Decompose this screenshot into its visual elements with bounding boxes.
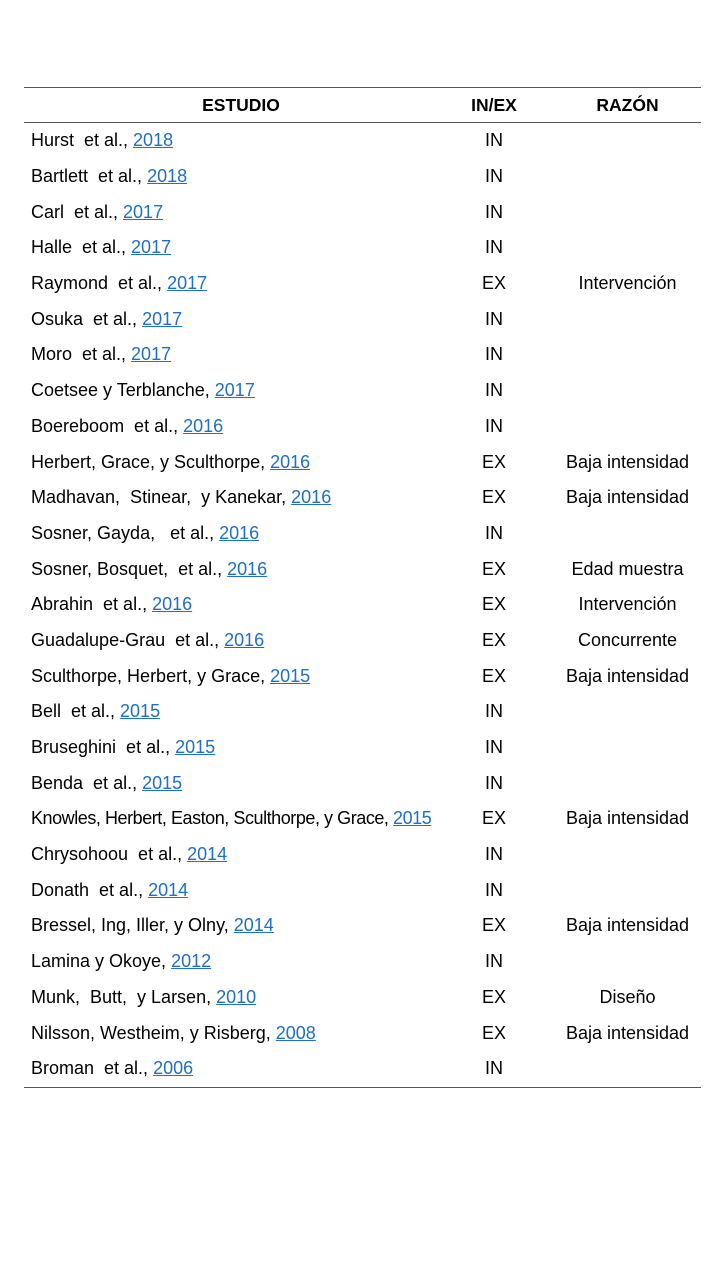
table-row [24,1051,701,1087]
study-year-link[interactable]: 2017 [214,380,255,401]
study-cell [24,694,434,730]
study-cell [24,373,434,409]
table-row [24,337,701,373]
reason-cell [554,1051,701,1087]
inex-cell: EX [481,487,506,508]
study-cell [24,301,434,337]
study-year-link[interactable]: 2016 [219,522,260,543]
study-cell [24,480,434,516]
reason-cell [554,944,701,980]
table-header [24,88,701,123]
inex-cell: IN [485,308,503,329]
study-year-link[interactable]: 2012 [171,951,212,972]
study-cell [24,587,434,623]
inex-cell: IN [485,522,503,543]
reason-cell [554,409,701,445]
study-cell [24,1051,434,1087]
study-authors: Benda et al., [31,772,143,793]
study-authors: Broman et al., [31,1058,154,1079]
table-row [24,123,701,159]
inex-cell: IN [485,166,503,187]
studies-table-container [24,87,701,1088]
reason-cell: Intervención [578,594,677,615]
inex-cell: EX [481,629,506,650]
reason-cell: Concurrente [577,629,678,650]
study-year-link[interactable]: 2006 [153,1058,194,1079]
inex-cell: IN [485,844,503,865]
header-row [24,88,701,123]
table-row [24,944,701,980]
inex-cell: IN [485,1058,503,1079]
study-cell [24,730,434,766]
reason-cell [554,301,701,337]
table-row [24,551,701,587]
study-cell [24,944,434,980]
study-year-link[interactable]: 2014 [187,844,228,865]
inex-cell: IN [485,130,503,151]
study-year-link[interactable]: 2018 [133,130,174,151]
reason-cell: Baja intensidad [565,808,690,829]
header-inex: IN/EX [471,94,517,115]
inex-cell: IN [485,415,503,436]
studies-table [24,87,701,1088]
table-row [24,409,701,445]
study-year-link[interactable]: 2015 [142,772,183,793]
study-year-link[interactable]: 2018 [147,166,188,187]
table-row [24,623,701,659]
reason-cell [554,837,701,873]
table-row [24,837,701,873]
study-cell [24,266,434,302]
inex-cell: IN [485,879,503,900]
inex-cell: EX [481,451,506,472]
reason-cell [554,373,701,409]
table-row [24,765,701,801]
inex-cell: IN [485,951,503,972]
study-year-link[interactable]: 2017 [142,308,183,329]
study-year-link[interactable]: 2015 [120,701,161,722]
table-row [24,908,701,944]
study-year-link[interactable]: 2014 [148,879,189,900]
study-year-link[interactable]: 2017 [131,237,172,258]
study-year-link[interactable]: 2015 [270,665,311,686]
study-authors: Hurst et al., [31,130,134,151]
study-year-link[interactable]: 2016 [227,558,268,579]
study-authors: Madhavan, Stinear, y Kanekar, [31,487,292,508]
study-authors: Chrysohoou et al., [31,844,188,865]
study-authors: Guadalupe-Grau et al., [31,629,225,650]
reason-cell [554,765,701,801]
study-cell [24,230,434,266]
inex-cell: EX [481,915,506,936]
study-cell [24,980,434,1016]
study-authors: Sosner, Bosquet, et al., [31,558,228,579]
study-cell [24,337,434,373]
study-authors: Knowles, Herbert, Easton, Sculthorpe, y Grace, [31,808,394,829]
header-study: ESTUDIO [202,94,280,115]
study-cell [24,908,434,944]
table-row [24,872,701,908]
study-authors: Lamina y Okoye, [31,951,172,972]
inex-cell: IN [485,701,503,722]
reason-cell [554,230,701,266]
reason-cell [554,337,701,373]
inex-cell: EX [481,594,506,615]
table-row [24,194,701,230]
table-row [24,516,701,552]
reason-cell: Diseño [599,986,656,1007]
study-authors: Boereboom et al., [31,415,184,436]
table-row [24,587,701,623]
inex-cell: IN [485,201,503,222]
inex-cell: EX [481,1022,506,1043]
study-cell [24,872,434,908]
study-cell [24,123,434,159]
study-year-link[interactable]: 2016 [152,594,193,615]
study-authors: Sculthorpe, Herbert, y Grace, [31,665,271,686]
study-authors: Bruseghini et al., [31,737,176,758]
study-authors: Carl et al., [31,201,124,222]
inex-cell: IN [485,737,503,758]
study-authors: Munk, Butt, y Larsen, [31,986,217,1007]
inex-cell: EX [481,986,506,1007]
reason-cell: Baja intensidad [565,915,690,936]
reason-cell: Baja intensidad [565,451,690,472]
inex-cell: IN [485,772,503,793]
header-reason: RAZÓN [596,94,659,115]
reason-cell [554,194,701,230]
table-row [24,980,701,1016]
study-year-link[interactable]: 2010 [216,986,257,1007]
inex-cell: EX [481,665,506,686]
table-row [24,266,701,302]
table-body [24,123,701,1088]
study-year-link[interactable]: 2017 [123,201,164,222]
table-row [24,694,701,730]
study-year-link[interactable]: 2016 [183,415,224,436]
table-row [24,801,701,837]
reason-cell [554,516,701,552]
study-authors: Sosner, Gayda, et al., [31,522,220,543]
study-cell [24,658,434,694]
table-row [24,230,701,266]
study-year-link[interactable]: 2016 [224,629,265,650]
study-year-link[interactable]: 2017 [131,344,172,365]
reason-cell [554,694,701,730]
study-authors: Bressel, Ing, Iller, y Olny, [31,915,234,936]
table-row [24,730,701,766]
study-cell [24,551,434,587]
study-year-link[interactable]: 2016 [270,451,311,472]
reason-cell: Edad muestra [571,558,684,579]
table-row [24,159,701,195]
table-row [24,480,701,516]
reason-cell [554,159,701,195]
reason-cell: Baja intensidad [565,1022,690,1043]
study-authors: Nilsson, Westheim, y Risberg, [31,1022,276,1043]
study-authors: Halle et al., [31,237,132,258]
study-year-link[interactable]: 2015 [393,808,432,829]
study-cell [24,516,434,552]
study-authors: Moro et al., [31,344,132,365]
table-row [24,658,701,694]
study-year-link[interactable]: 2017 [167,273,208,294]
study-cell [24,837,434,873]
inex-cell: IN [485,344,503,365]
table-row [24,373,701,409]
inex-cell: IN [485,237,503,258]
table-row [24,301,701,337]
study-authors: Raymond et al., [31,273,168,294]
study-year-link[interactable]: 2008 [275,1022,316,1043]
inex-cell: IN [485,380,503,401]
study-cell [24,444,434,480]
reason-cell: Intervención [578,273,677,294]
inex-cell: EX [481,558,506,579]
inex-cell: EX [481,273,506,294]
study-cell [24,409,434,445]
study-authors: Bell et al., [31,701,121,722]
study-cell [24,801,434,837]
inex-cell: EX [481,808,506,829]
study-year-link[interactable]: 2014 [233,915,274,936]
study-cell [24,1015,434,1051]
study-cell [24,159,434,195]
study-authors: Osuka et al., [31,308,143,329]
study-year-link[interactable]: 2016 [291,487,332,508]
study-year-link[interactable]: 2015 [175,737,216,758]
reason-cell: Baja intensidad [565,487,690,508]
reason-cell: Baja intensidad [565,665,690,686]
study-authors: Bartlett et al., [31,166,148,187]
table-row [24,1015,701,1051]
study-cell [24,765,434,801]
reason-cell [554,123,701,159]
study-authors: Abrahin et al., [31,594,153,615]
study-authors: Donath et al., [31,879,149,900]
study-authors: Coetsee y Terblanche, [31,380,215,401]
reason-cell [554,872,701,908]
study-authors: Herbert, Grace, y Sculthorpe, [31,451,271,472]
reason-cell [554,730,701,766]
study-cell [24,623,434,659]
table-row [24,444,701,480]
study-cell [24,194,434,230]
